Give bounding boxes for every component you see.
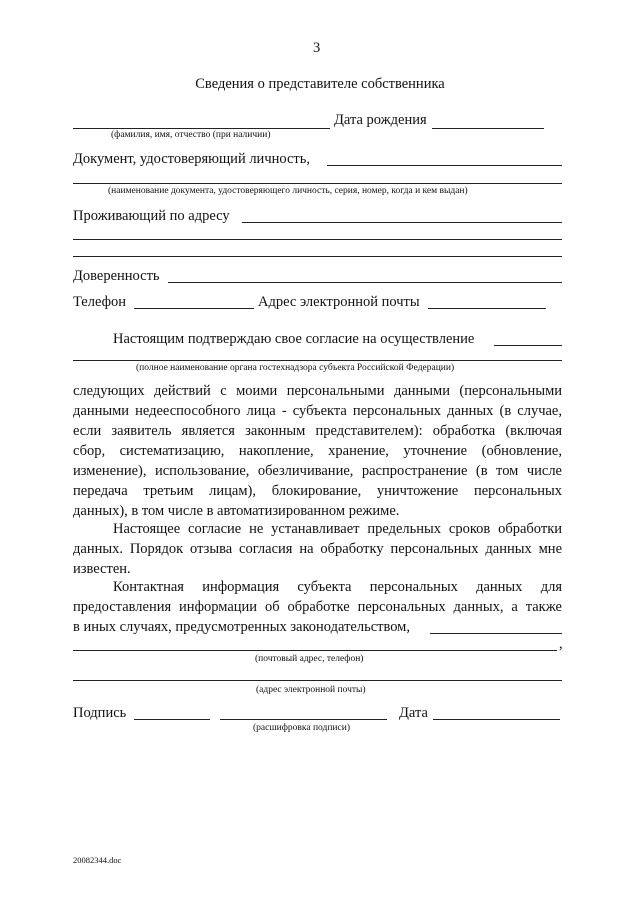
- consent-authority-line-2: [73, 360, 562, 361]
- consent-authority-line-1: [494, 345, 562, 346]
- paragraph-line: предоставления информации об обработке персональных данных, а также: [73, 599, 562, 615]
- footer-filename: 20082344.doc: [73, 855, 122, 865]
- signature-line: [134, 719, 210, 720]
- power-of-attorney-label: Доверенность: [73, 268, 160, 284]
- address-line-1: [242, 222, 562, 223]
- birth-date-line: [432, 128, 544, 129]
- decryption-caption: (расшифровка подписи): [253, 723, 350, 733]
- date-label: Дата: [399, 705, 428, 721]
- paragraph-line: изменение), использование, обезличивание, распространение (в том числе: [73, 463, 562, 479]
- paragraph-line: Контактная информация субъекта персональных данных для: [113, 579, 562, 595]
- full-name-line: [73, 128, 330, 129]
- phone-label: Телефон: [73, 294, 126, 310]
- paragraph-line: Настоящее согласие не устанавливает предельных сроков обработки: [113, 521, 562, 537]
- birth-date-label: Дата рождения: [334, 112, 427, 128]
- page-number: 3: [313, 40, 321, 56]
- id-document-caption: (наименование документа, удостоверяющего личность, серия, номер, когда и кем выдан): [108, 186, 468, 196]
- contact-comma: ,: [559, 636, 563, 652]
- address-label: Проживающий по адресу: [73, 208, 230, 224]
- email-caption: (адрес электронной почты): [256, 685, 366, 695]
- address-line-3: [73, 256, 562, 257]
- id-document-line: [327, 165, 562, 166]
- consent-intro: Настоящим подтверждаю свое согласие на осуществление: [113, 331, 475, 347]
- signature-label: Подпись: [73, 705, 127, 721]
- paragraph-line: передача третьим лицам), блокирование, уничтожение персональных: [73, 483, 562, 499]
- paragraph-line: данных), в том числе в автоматизированном режиме.: [73, 503, 400, 519]
- contact-info-line-1: [430, 633, 562, 634]
- address-line-2: [73, 239, 562, 240]
- paragraph-line: в иных случаях, предусмотренных законодательством,: [73, 619, 410, 635]
- email-line: [428, 308, 546, 309]
- paragraph-line: данными недееспособного лица - субъекта персональных данных (в случае,: [73, 403, 562, 419]
- full-name-caption: (фамилия, имя, отчество (при наличии): [111, 130, 271, 140]
- paragraph-line: сбор, систематизацию, накопление, хранение, уточнение (обновление,: [73, 443, 562, 459]
- paragraph-line: известен.: [73, 561, 131, 577]
- contact-email-line: [73, 680, 562, 681]
- id-document-label: Документ, удостоверяющий личность,: [73, 151, 310, 167]
- id-document-line-2: [73, 183, 562, 184]
- authority-caption: (полное наименование органа гостехнадзора субъекта Российской Федерации): [136, 363, 455, 373]
- paragraph-line: следующих действий с моими персональными данными (персональными: [73, 383, 562, 399]
- power-of-attorney-line: [168, 282, 562, 283]
- phone-line: [134, 308, 254, 309]
- date-line: [433, 719, 560, 720]
- signature-decryption-line: [220, 719, 387, 720]
- email-label: Адрес электронной почты: [258, 294, 420, 310]
- postal-caption: (почтовый адрес, телефон): [255, 654, 364, 664]
- postal-address-line: [73, 650, 557, 651]
- paragraph-line: данных. Порядок отзыва согласия на обработку персональных данных мне: [73, 541, 562, 557]
- paragraph-line: если заявитель является законным представителем): обработка (включая: [73, 423, 562, 439]
- page-title: Сведения о представителе собственника: [195, 76, 445, 92]
